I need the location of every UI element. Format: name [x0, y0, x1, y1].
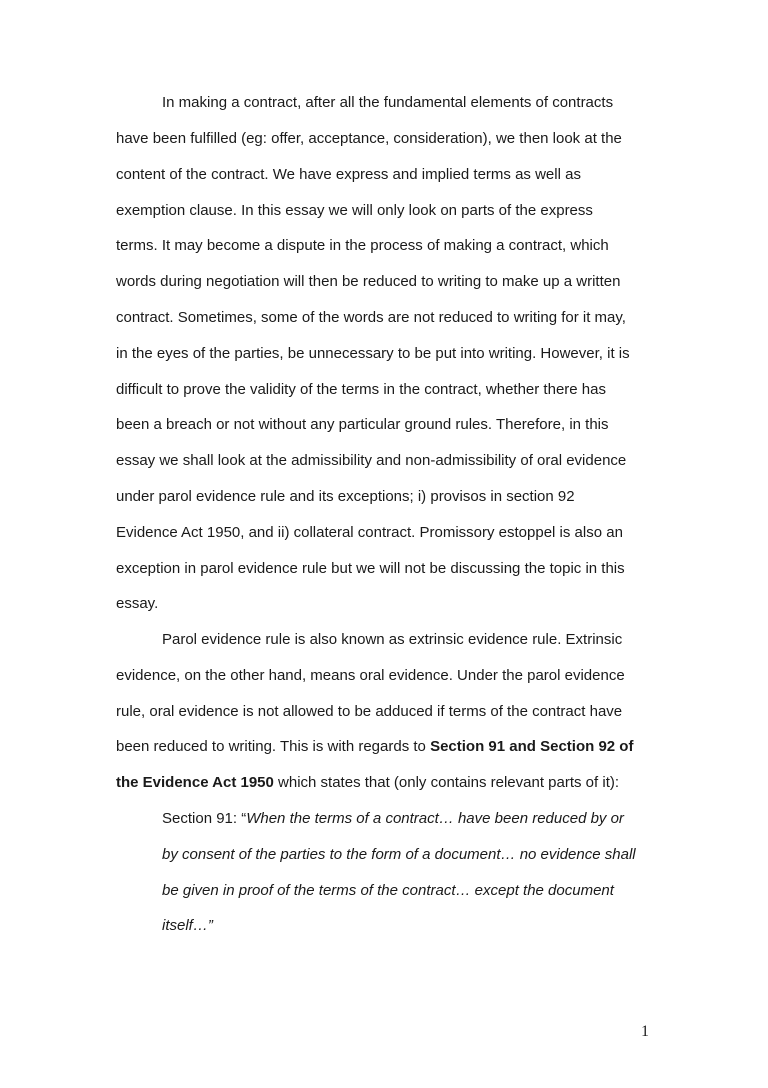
paragraph-1-line-5: terms. It may become a dispute in the process of making a contract, which [116, 237, 609, 254]
paragraph-2-line-4 [116, 737, 633, 757]
paragraph-2-line-5 [116, 773, 619, 793]
paragraph-1-line-11: essay we shall look at the admissibility and non-admissibility of oral evidence [116, 452, 627, 469]
paragraph-2-line-3: rule, oral evidence is not allowed to be adduced if terms of the contract have [116, 703, 623, 720]
act-name-bold: the Evidence Act 1950 [116, 774, 274, 791]
page-number: 1 [641, 1023, 649, 1040]
paragraph-1-line-15: essay. [116, 595, 159, 612]
paragraph-2-line-5-text: which states that (only contains relevant parts of it): [273, 774, 620, 791]
paragraph-1-line-9: difficult to prove the validity of the terms in the contract, whether there has [116, 381, 606, 398]
paragraph-2-line-4-text: been reduced to writing. This is with regards to [116, 738, 431, 755]
paragraph-1-line-8: in the eyes of the parties, be unnecessary to be put into writing. However, it is [116, 345, 630, 362]
statute-reference-bold: Section 91 and Section 92 of [430, 738, 634, 755]
quote-line-3: be given in proof of the terms of the contract… except the document [162, 882, 614, 899]
paragraph-2-line-1: Parol evidence rule is also known as extrinsic evidence rule. Extrinsic [162, 631, 623, 648]
paragraph-2-line-2: evidence, on the other hand, means oral evidence. Under the parol evidence [116, 667, 625, 684]
quote-line-1 [162, 809, 624, 829]
paragraph-1-line-6: words during negotiation will then be reduced to writing to make up a written [116, 273, 621, 290]
paragraph-1-line-7: contract. Sometimes, some of the words are not reduced to writing for it may, [116, 309, 626, 326]
paragraph-1-line-12: under parol evidence rule and its exceptions; i) provisos in section 92 [116, 488, 575, 505]
paragraph-1-line-10: been a breach or not without any particular ground rules. Therefore, in this [116, 416, 609, 433]
quote-label: Section 91: “ [162, 810, 247, 827]
quote-text-1: When the terms of a contract… have been reduced by or [246, 810, 624, 827]
paragraph-1-line-3: content of the contract. We have express and implied terms as well as [116, 166, 581, 183]
paragraph-1-line-1: In making a contract, after all the fundamental elements of contracts [162, 94, 614, 111]
paragraph-1-line-13: Evidence Act 1950, and ii) collateral contract. Promissory estoppel is also an [116, 524, 623, 541]
quote-line-2: by consent of the parties to the form of a document… no evidence shall [162, 846, 636, 863]
paragraph-1-line-4: exemption clause. In this essay we will only look on parts of the express [116, 202, 593, 219]
paragraph-1-line-14: exception in parol evidence rule but we will not be discussing the topic in this [116, 560, 625, 577]
quote-line-4: itself…” [162, 917, 213, 934]
paragraph-1-line-2: have been fulfilled (eg: offer, acceptance, consideration), we then look at the [116, 130, 622, 147]
